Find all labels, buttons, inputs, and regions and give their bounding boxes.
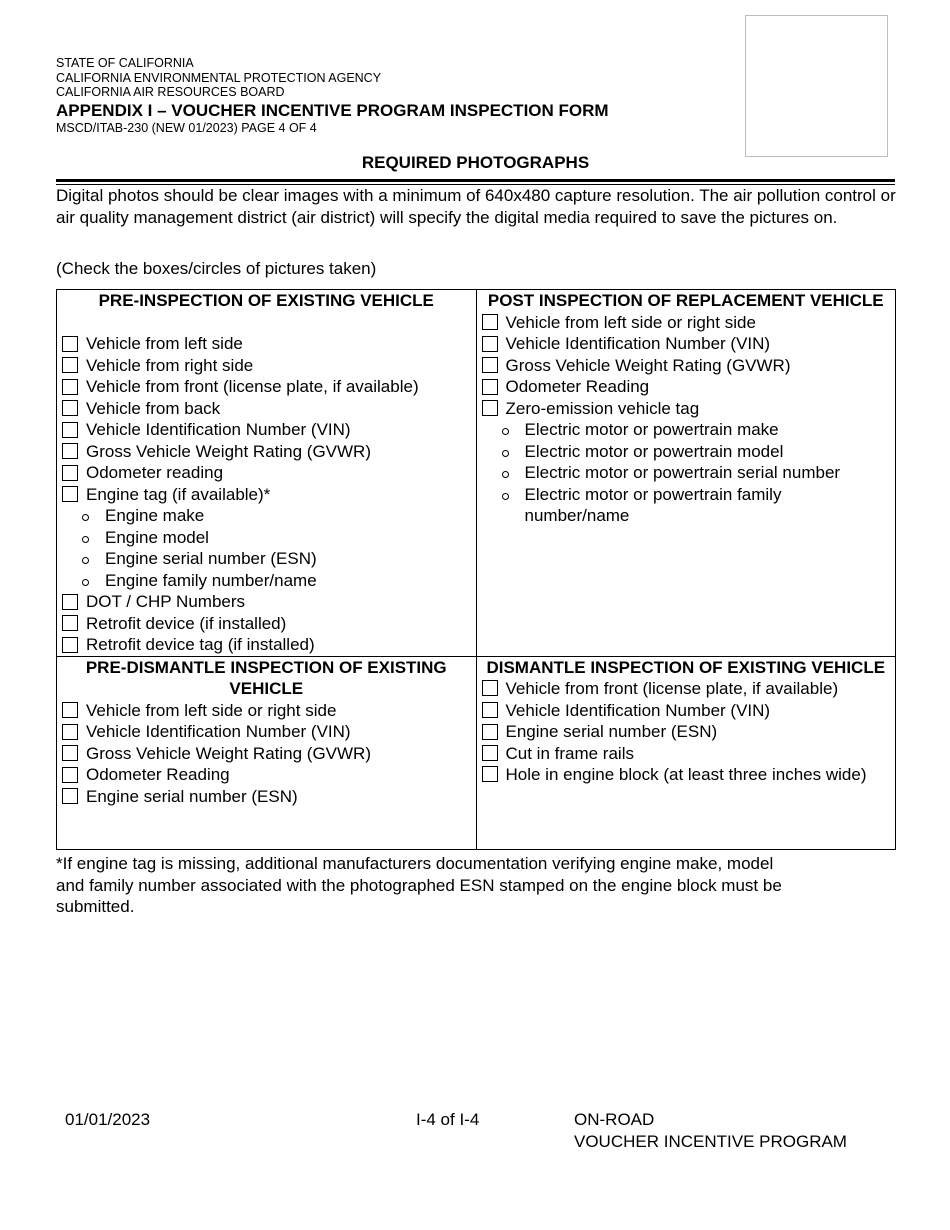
checklist-item[interactable]: Gross Vehicle Weight Rating (GVWR) bbox=[62, 743, 471, 765]
sub-item[interactable]: Electric motor or powertrain family number/name bbox=[482, 484, 891, 527]
checkbox[interactable] bbox=[482, 745, 498, 761]
checkbox[interactable] bbox=[482, 766, 498, 782]
checklist-item[interactable]: Vehicle Identification Number (VIN) bbox=[62, 721, 471, 743]
radio-circle[interactable] bbox=[502, 471, 509, 478]
checkbox[interactable] bbox=[482, 314, 498, 330]
checkbox[interactable] bbox=[62, 615, 78, 631]
checklist-item[interactable]: Odometer Reading bbox=[62, 764, 471, 786]
checkbox[interactable] bbox=[62, 745, 78, 761]
board-name: CALIFORNIA AIR RESOURCES BOARD bbox=[56, 85, 285, 99]
dismantle-cell bbox=[476, 656, 896, 849]
checklist-item[interactable]: Vehicle from front (license plate, if available) bbox=[62, 376, 471, 398]
checkbox[interactable] bbox=[62, 702, 78, 718]
radio-circle[interactable] bbox=[82, 579, 89, 586]
post-inspection-cell bbox=[476, 290, 896, 657]
pre-inspection-cell bbox=[57, 290, 477, 657]
pre-dismantle-title: PRE-DISMANTLE INSPECTION OF EXISTING VEHICLE bbox=[85, 657, 447, 698]
checkbox[interactable] bbox=[62, 422, 78, 438]
checklist-item[interactable]: Vehicle from front (license plate, if available) bbox=[482, 678, 891, 700]
checklist-item[interactable]: Gross Vehicle Weight Rating (GVWR) bbox=[62, 441, 471, 463]
checklist-item[interactable]: Vehicle from left side bbox=[62, 333, 471, 355]
photo-checklist-table bbox=[56, 289, 896, 850]
checklist-item[interactable]: DOT / CHP Numbers bbox=[62, 591, 471, 613]
checkbox[interactable] bbox=[482, 702, 498, 718]
radio-circle[interactable] bbox=[502, 493, 509, 500]
checklist-item[interactable]: Cut in frame rails bbox=[482, 743, 891, 765]
dismantle-title: DISMANTLE INSPECTION OF EXISTING VEHICLE bbox=[486, 657, 886, 677]
radio-circle[interactable] bbox=[82, 514, 89, 521]
checkbox[interactable] bbox=[62, 594, 78, 610]
checkbox[interactable] bbox=[62, 400, 78, 416]
checklist-item[interactable]: Vehicle from right side bbox=[62, 355, 471, 377]
radio-circle[interactable] bbox=[502, 450, 509, 457]
checklist-item[interactable]: Vehicle Identification Number (VIN) bbox=[482, 700, 891, 722]
divider-thick bbox=[56, 179, 895, 182]
checklist-item[interactable]: Retrofit device (if installed) bbox=[62, 613, 471, 635]
checklist-item[interactable]: Engine serial number (ESN) bbox=[482, 721, 891, 743]
checklist-item[interactable]: Odometer Reading bbox=[482, 376, 891, 398]
checklist-item[interactable]: Vehicle Identification Number (VIN) bbox=[482, 333, 891, 355]
footer-program-line2: VOUCHER INCENTIVE PROGRAM bbox=[574, 1131, 847, 1151]
checkbox[interactable] bbox=[62, 486, 78, 502]
checkbox[interactable] bbox=[482, 680, 498, 696]
checklist-item[interactable]: Engine serial number (ESN) bbox=[62, 786, 471, 808]
checklist-item[interactable]: Vehicle from left side or right side bbox=[482, 312, 891, 334]
form-title: APPENDIX I – VOUCHER INCENTIVE PROGRAM INSPECTION FORM bbox=[56, 100, 609, 120]
checkbox[interactable] bbox=[62, 443, 78, 459]
checkbox[interactable] bbox=[62, 379, 78, 395]
checklist-item[interactable]: Vehicle from left side or right side bbox=[62, 700, 471, 722]
footer-program-line1: ON-ROAD bbox=[574, 1110, 655, 1129]
check-note: (Check the boxes/circles of pictures taken) bbox=[56, 259, 377, 278]
checkbox[interactable] bbox=[482, 400, 498, 416]
checkbox[interactable] bbox=[62, 357, 78, 373]
checkbox[interactable] bbox=[62, 767, 78, 783]
pre-dismantle-cell bbox=[57, 656, 477, 849]
footer-program bbox=[574, 1109, 847, 1152]
checklist-item[interactable]: Vehicle Identification Number (VIN) bbox=[62, 419, 471, 441]
checkbox[interactable] bbox=[62, 336, 78, 352]
radio-circle[interactable] bbox=[82, 557, 89, 564]
agency-name: CALIFORNIA ENVIRONMENTAL PROTECTION AGENCY bbox=[56, 70, 382, 85]
post-inspection-title: POST INSPECTION OF REPLACEMENT VEHICLE bbox=[487, 291, 884, 310]
checkbox[interactable] bbox=[482, 336, 498, 352]
footnote: *If engine tag is missing, additional manufacturers documentation verifying engine make, model and family number associated with the photographed ESN stamped on the engine block must be submitted. bbox=[56, 854, 782, 916]
checkbox[interactable] bbox=[62, 637, 78, 653]
checkbox[interactable] bbox=[482, 357, 498, 373]
sub-item[interactable]: Electric motor or powertrain make bbox=[482, 419, 891, 441]
form-id: MSCD/ITAB-230 (NEW 01/2023) PAGE 4 OF 4 bbox=[56, 120, 317, 135]
checkbox[interactable] bbox=[482, 379, 498, 395]
intro-paragraph: Digital photos should be clear images with a minimum of 640x480 capture resolution. The air pollution control or air quality management district (air district) will specify the digital media required to save the pictures on. bbox=[56, 186, 896, 227]
checkbox[interactable] bbox=[482, 724, 498, 740]
sub-item[interactable]: Electric motor or powertrain serial number bbox=[482, 462, 891, 484]
checkbox[interactable] bbox=[62, 724, 78, 740]
footer-page-number: I-4 of I-4 bbox=[416, 1110, 480, 1129]
radio-circle[interactable] bbox=[82, 536, 89, 543]
stamp-box bbox=[745, 15, 888, 157]
sub-item[interactable]: Engine family number/name bbox=[62, 570, 471, 592]
section-title: REQUIRED PHOTOGRAPHS bbox=[361, 153, 590, 172]
footer-date: 01/01/2023 bbox=[65, 1110, 151, 1129]
form-header bbox=[56, 56, 716, 136]
checklist-item[interactable]: Engine tag (if available)* bbox=[62, 484, 471, 506]
checklist-item[interactable]: Zero-emission vehicle tag bbox=[482, 398, 891, 420]
checklist-item[interactable]: Odometer reading bbox=[62, 462, 471, 484]
state-name: STATE OF CALIFORNIA bbox=[56, 56, 194, 70]
checklist-item[interactable]: Hole in engine block (at least three inches wide) bbox=[482, 764, 891, 786]
sub-item[interactable]: Engine make bbox=[62, 505, 471, 527]
checklist-item[interactable]: Retrofit device tag (if installed) bbox=[62, 634, 471, 656]
checklist-item[interactable]: Gross Vehicle Weight Rating (GVWR) bbox=[482, 355, 891, 377]
checkbox[interactable] bbox=[62, 788, 78, 804]
sub-item[interactable]: Engine model bbox=[62, 527, 471, 549]
pre-inspection-title: PRE-INSPECTION OF EXISTING VEHICLE bbox=[98, 291, 434, 310]
sub-item[interactable]: Engine serial number (ESN) bbox=[62, 548, 471, 570]
radio-circle[interactable] bbox=[502, 428, 509, 435]
checkbox[interactable] bbox=[62, 465, 78, 481]
checklist-item[interactable]: Vehicle from back bbox=[62, 398, 471, 420]
sub-item[interactable]: Electric motor or powertrain model bbox=[482, 441, 891, 463]
